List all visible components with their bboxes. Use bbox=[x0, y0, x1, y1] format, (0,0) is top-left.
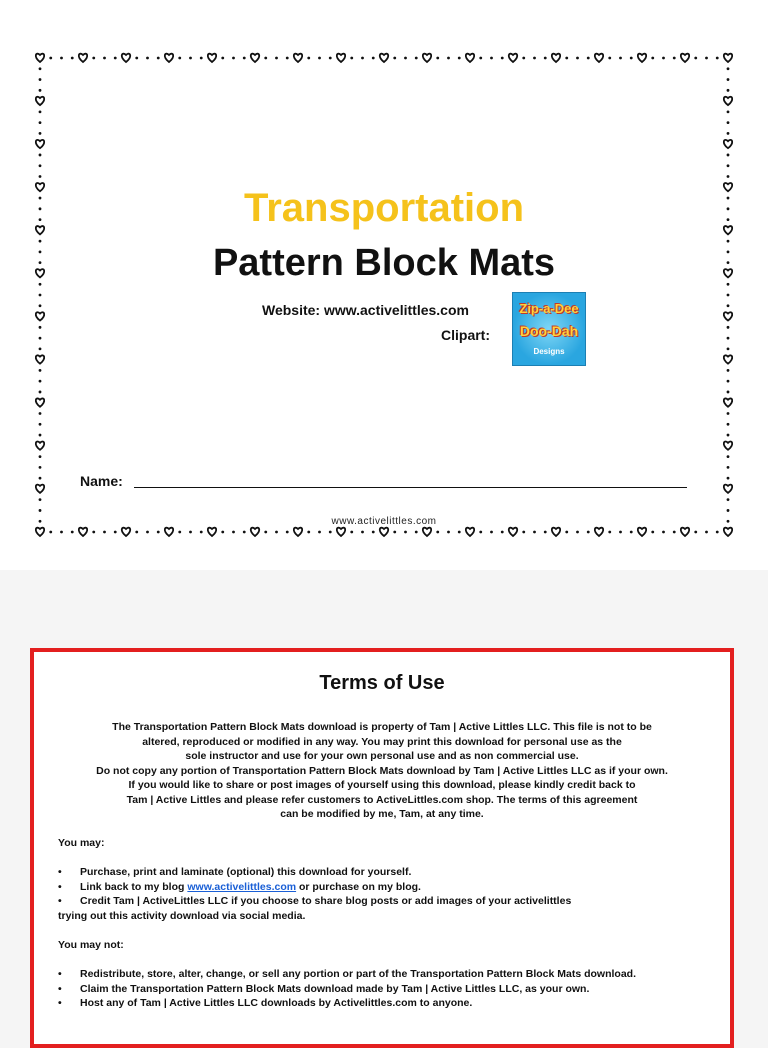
dot-icon bbox=[39, 423, 42, 426]
dot-icon bbox=[372, 57, 375, 60]
dot-icon bbox=[39, 89, 42, 92]
dot-icon bbox=[39, 175, 42, 178]
heart-icon bbox=[36, 442, 44, 450]
you-may-list bbox=[58, 865, 571, 923]
heart-icon bbox=[509, 54, 517, 62]
dot-icon bbox=[705, 531, 708, 534]
title-topic: Transportation bbox=[243, 186, 525, 230]
terms-line: Do not copy any portion of Transportation Pattern Block Mats download by Tam | Active Littles LLC as if your own. bbox=[96, 764, 668, 777]
dot-icon bbox=[533, 57, 536, 60]
heart-icon bbox=[509, 528, 517, 536]
dot-icon bbox=[39, 326, 42, 329]
dot-icon bbox=[727, 175, 730, 178]
bullet-icon: • bbox=[58, 982, 62, 995]
list-item: • Host any of Tam | Active Littles LLC downloads by Activelittles.com to anyone. bbox=[58, 997, 473, 1009]
heart-icon bbox=[79, 54, 87, 62]
dot-icon bbox=[415, 531, 418, 534]
dot-icon bbox=[146, 57, 149, 60]
dot-icon bbox=[458, 57, 461, 60]
terms-paragraph bbox=[54, 720, 710, 822]
list-item-continuation: trying out this activity download via social media. bbox=[58, 909, 306, 922]
dot-icon bbox=[49, 57, 52, 60]
dot-icon bbox=[630, 57, 633, 60]
dot-icon bbox=[479, 57, 482, 60]
dot-icon bbox=[39, 477, 42, 480]
heart-icon bbox=[466, 528, 474, 536]
dot-icon bbox=[544, 531, 547, 534]
heart-icon bbox=[423, 54, 431, 62]
logo-line2: Doo-Dah bbox=[519, 323, 579, 339]
heart-icon bbox=[724, 485, 732, 493]
dot-icon bbox=[39, 455, 42, 458]
blog-link[interactable]: www.activelittles.com bbox=[187, 880, 297, 893]
dot-icon bbox=[329, 57, 332, 60]
heart-icon bbox=[36, 485, 44, 493]
dot-icon bbox=[705, 57, 708, 60]
dot-icon bbox=[39, 154, 42, 157]
dot-icon bbox=[114, 531, 117, 534]
heart-icon bbox=[638, 54, 646, 62]
dot-icon bbox=[39, 132, 42, 135]
terms-line: can be modified by me, Tam, at any time. bbox=[280, 808, 484, 820]
dot-icon bbox=[264, 531, 267, 534]
dot-icon bbox=[727, 121, 730, 124]
dot-icon bbox=[232, 531, 235, 534]
dot-icon bbox=[318, 57, 321, 60]
dot-icon bbox=[651, 531, 654, 534]
dot-icon bbox=[103, 57, 106, 60]
dot-icon bbox=[587, 531, 590, 534]
dot-icon bbox=[404, 531, 407, 534]
terms-line: If you would like to share or post images of yourself using this download, please kindly credit back to bbox=[128, 779, 636, 791]
heart-icon bbox=[36, 312, 44, 320]
dot-icon bbox=[436, 57, 439, 60]
heart-icon bbox=[380, 528, 388, 536]
dot-icon bbox=[716, 531, 719, 534]
dot-icon bbox=[39, 498, 42, 501]
dot-icon bbox=[60, 57, 63, 60]
dot-icon bbox=[608, 57, 611, 60]
you-may-not-heading: You may not: bbox=[58, 939, 124, 951]
heart-icon bbox=[724, 54, 732, 62]
dot-icon bbox=[501, 531, 504, 534]
dot-icon bbox=[393, 57, 396, 60]
dot-icon bbox=[662, 531, 665, 534]
bullet-icon: • bbox=[58, 880, 62, 893]
dot-icon bbox=[221, 57, 224, 60]
clipart-logo bbox=[512, 292, 586, 366]
dot-icon bbox=[350, 531, 353, 534]
dot-icon bbox=[490, 531, 493, 534]
dot-icon bbox=[92, 531, 95, 534]
dot-icon bbox=[39, 67, 42, 70]
list-item: • Claim the Transportation Pattern Block Mats download made by Tam | Active Littles LLC, as your own. bbox=[58, 982, 590, 995]
dot-icon bbox=[318, 531, 321, 534]
dot-icon bbox=[60, 531, 63, 534]
heart-icon bbox=[294, 54, 302, 62]
list-item: • Link back to my blog www.activelittles.com or purchase on my blog. bbox=[58, 880, 421, 893]
dot-icon bbox=[178, 531, 181, 534]
dot-icon bbox=[727, 455, 730, 458]
dot-icon bbox=[178, 57, 181, 60]
heart-icon bbox=[724, 312, 732, 320]
bullet-icon: • bbox=[58, 895, 62, 907]
dot-icon bbox=[39, 78, 42, 81]
dot-icon bbox=[565, 531, 568, 534]
dot-icon bbox=[393, 531, 396, 534]
dot-icon bbox=[727, 78, 730, 81]
dot-icon bbox=[673, 531, 676, 534]
dot-icon bbox=[135, 531, 138, 534]
dot-icon bbox=[114, 57, 117, 60]
dot-icon bbox=[372, 531, 375, 534]
terms-title: Terms of Use bbox=[319, 672, 445, 694]
title-main: Pattern Block Mats bbox=[212, 242, 556, 284]
bullet-icon: • bbox=[58, 866, 62, 878]
you-may-not-list bbox=[58, 967, 636, 1011]
dot-icon bbox=[727, 391, 730, 394]
name-label: Name: bbox=[80, 473, 123, 489]
dot-icon bbox=[157, 531, 160, 534]
terms-line: The Transportation Pattern Block Mats download is property of Tam | Active Littles LLC. This file is not to be bbox=[112, 721, 652, 733]
dot-icon bbox=[39, 434, 42, 437]
dot-icon bbox=[361, 531, 364, 534]
dot-icon bbox=[243, 57, 246, 60]
dot-icon bbox=[727, 164, 730, 167]
dot-icon bbox=[307, 57, 310, 60]
heart-icon bbox=[724, 355, 732, 363]
dot-icon bbox=[39, 121, 42, 124]
dot-icon bbox=[619, 57, 622, 60]
heart-icon bbox=[251, 54, 259, 62]
dot-icon bbox=[264, 57, 267, 60]
name-line[interactable] bbox=[134, 487, 687, 488]
heart-icon bbox=[36, 97, 44, 105]
dot-icon bbox=[39, 466, 42, 469]
dot-icon bbox=[436, 531, 439, 534]
heart-icon bbox=[79, 528, 87, 536]
dot-icon bbox=[522, 531, 525, 534]
dot-icon bbox=[189, 57, 192, 60]
heart-icon bbox=[724, 442, 732, 450]
dot-icon bbox=[662, 57, 665, 60]
dot-icon bbox=[727, 412, 730, 415]
heart-icon bbox=[724, 140, 732, 148]
dot-icon bbox=[673, 57, 676, 60]
heart-icon bbox=[36, 398, 44, 406]
heart-icon bbox=[251, 528, 259, 536]
dot-icon bbox=[232, 57, 235, 60]
dot-icon bbox=[565, 57, 568, 60]
dot-icon bbox=[350, 57, 353, 60]
dot-icon bbox=[490, 57, 493, 60]
dot-icon bbox=[522, 57, 525, 60]
dot-icon bbox=[716, 57, 719, 60]
dot-icon bbox=[39, 294, 42, 297]
list-item: • Redistribute, store, alter, change, or sell any portion or part of the Transportation Pattern Block Mats download. bbox=[58, 968, 637, 980]
dot-icon bbox=[727, 509, 730, 512]
heart-icon bbox=[638, 528, 646, 536]
dot-icon bbox=[200, 531, 203, 534]
terms-line: altered, reproduced or modified in any way. You may print this download for personal use as the bbox=[142, 735, 622, 748]
dot-icon bbox=[39, 337, 42, 340]
bullet-icon: • bbox=[58, 997, 62, 1009]
dot-icon bbox=[727, 466, 730, 469]
dot-icon bbox=[92, 57, 95, 60]
terms-line: sole instructor and use for your own personal use and as non commercial use. bbox=[185, 750, 579, 762]
heart-icon bbox=[724, 398, 732, 406]
dot-icon bbox=[39, 509, 42, 512]
heart-icon bbox=[36, 528, 44, 536]
terms-panel bbox=[30, 648, 734, 1048]
dot-icon bbox=[71, 57, 74, 60]
dot-icon bbox=[39, 347, 42, 350]
dot-icon bbox=[727, 132, 730, 135]
dot-icon bbox=[727, 67, 730, 70]
dot-icon bbox=[727, 304, 730, 307]
dot-icon bbox=[275, 531, 278, 534]
heart-icon bbox=[681, 54, 689, 62]
dot-icon bbox=[479, 531, 482, 534]
heart-icon bbox=[165, 54, 173, 62]
clipart-label: Clipart: bbox=[441, 327, 490, 343]
heart-icon bbox=[724, 97, 732, 105]
dot-icon bbox=[146, 531, 149, 534]
dot-icon bbox=[404, 57, 407, 60]
dot-icon bbox=[694, 531, 697, 534]
dot-icon bbox=[727, 110, 730, 113]
list-item: • Credit Tam | ActiveLittles LLC if you choose to share blog posts or add images of your activelittles bbox=[58, 895, 572, 907]
dot-icon bbox=[103, 531, 106, 534]
dot-icon bbox=[727, 347, 730, 350]
dot-icon bbox=[361, 57, 364, 60]
dot-icon bbox=[727, 337, 730, 340]
dot-icon bbox=[329, 531, 332, 534]
dot-icon bbox=[587, 57, 590, 60]
website-text: Website: www.activelittles.com bbox=[262, 302, 469, 318]
dot-icon bbox=[727, 369, 730, 372]
heart-icon bbox=[208, 54, 216, 62]
terms-line: Tam | Active Littles and please refer customers to ActiveLittles.com shop. The terms of this agreement bbox=[126, 793, 638, 806]
dot-icon bbox=[39, 110, 42, 113]
heart-icon bbox=[466, 54, 474, 62]
dot-icon bbox=[694, 57, 697, 60]
dot-icon bbox=[608, 531, 611, 534]
logo-line1: Zip-a-Dee bbox=[519, 301, 579, 316]
heart-icon bbox=[165, 528, 173, 536]
heart-icon bbox=[208, 528, 216, 536]
dot-icon bbox=[39, 412, 42, 415]
dot-icon bbox=[576, 531, 579, 534]
dot-icon bbox=[727, 477, 730, 480]
heart-icon bbox=[595, 54, 603, 62]
dot-icon bbox=[39, 380, 42, 383]
you-may-heading: You may: bbox=[58, 837, 105, 849]
dot-icon bbox=[458, 531, 461, 534]
dot-icon bbox=[39, 369, 42, 372]
dot-icon bbox=[544, 57, 547, 60]
dot-icon bbox=[447, 57, 450, 60]
dot-icon bbox=[157, 57, 160, 60]
dot-icon bbox=[189, 531, 192, 534]
footer-url: www.activelittles.com bbox=[331, 516, 437, 527]
dot-icon bbox=[533, 531, 536, 534]
dot-icon bbox=[39, 164, 42, 167]
heart-icon bbox=[552, 54, 560, 62]
dot-icon bbox=[630, 531, 633, 534]
dot-icon bbox=[501, 57, 504, 60]
bullet-icon: • bbox=[58, 968, 62, 980]
dot-icon bbox=[307, 531, 310, 534]
dot-icon bbox=[39, 304, 42, 307]
dot-icon bbox=[415, 57, 418, 60]
dot-icon bbox=[243, 531, 246, 534]
dot-icon bbox=[651, 57, 654, 60]
dot-icon bbox=[39, 391, 42, 394]
dot-icon bbox=[727, 434, 730, 437]
list-item: • Purchase, print and laminate (optional) this download for yourself. bbox=[58, 866, 412, 878]
heart-icon bbox=[380, 54, 388, 62]
dot-icon bbox=[275, 57, 278, 60]
dot-icon bbox=[135, 57, 138, 60]
heart-icon bbox=[122, 54, 130, 62]
dot-icon bbox=[727, 326, 730, 329]
dot-icon bbox=[727, 423, 730, 426]
dot-icon bbox=[727, 89, 730, 92]
dot-icon bbox=[221, 531, 224, 534]
dot-icon bbox=[727, 294, 730, 297]
heart-icon bbox=[552, 528, 560, 536]
heart-icon bbox=[36, 355, 44, 363]
heart-icon bbox=[122, 528, 130, 536]
dot-icon bbox=[727, 498, 730, 501]
heart-icon bbox=[724, 528, 732, 536]
dot-icon bbox=[49, 531, 52, 534]
dot-icon bbox=[200, 57, 203, 60]
dot-icon bbox=[286, 531, 289, 534]
dot-icon bbox=[286, 57, 289, 60]
dot-icon bbox=[727, 380, 730, 383]
dot-icon bbox=[619, 531, 622, 534]
heart-icon bbox=[595, 528, 603, 536]
heart-icon bbox=[36, 140, 44, 148]
dot-icon bbox=[447, 531, 450, 534]
dot-icon bbox=[576, 57, 579, 60]
heart-icon bbox=[36, 54, 44, 62]
logo-line3: Designs bbox=[533, 347, 565, 356]
dot-icon bbox=[71, 531, 74, 534]
dot-icon bbox=[727, 154, 730, 157]
heart-icon bbox=[294, 528, 302, 536]
heart-icon bbox=[681, 528, 689, 536]
heart-icon bbox=[423, 528, 431, 536]
heart-icon bbox=[337, 528, 345, 536]
heart-icon bbox=[337, 54, 345, 62]
